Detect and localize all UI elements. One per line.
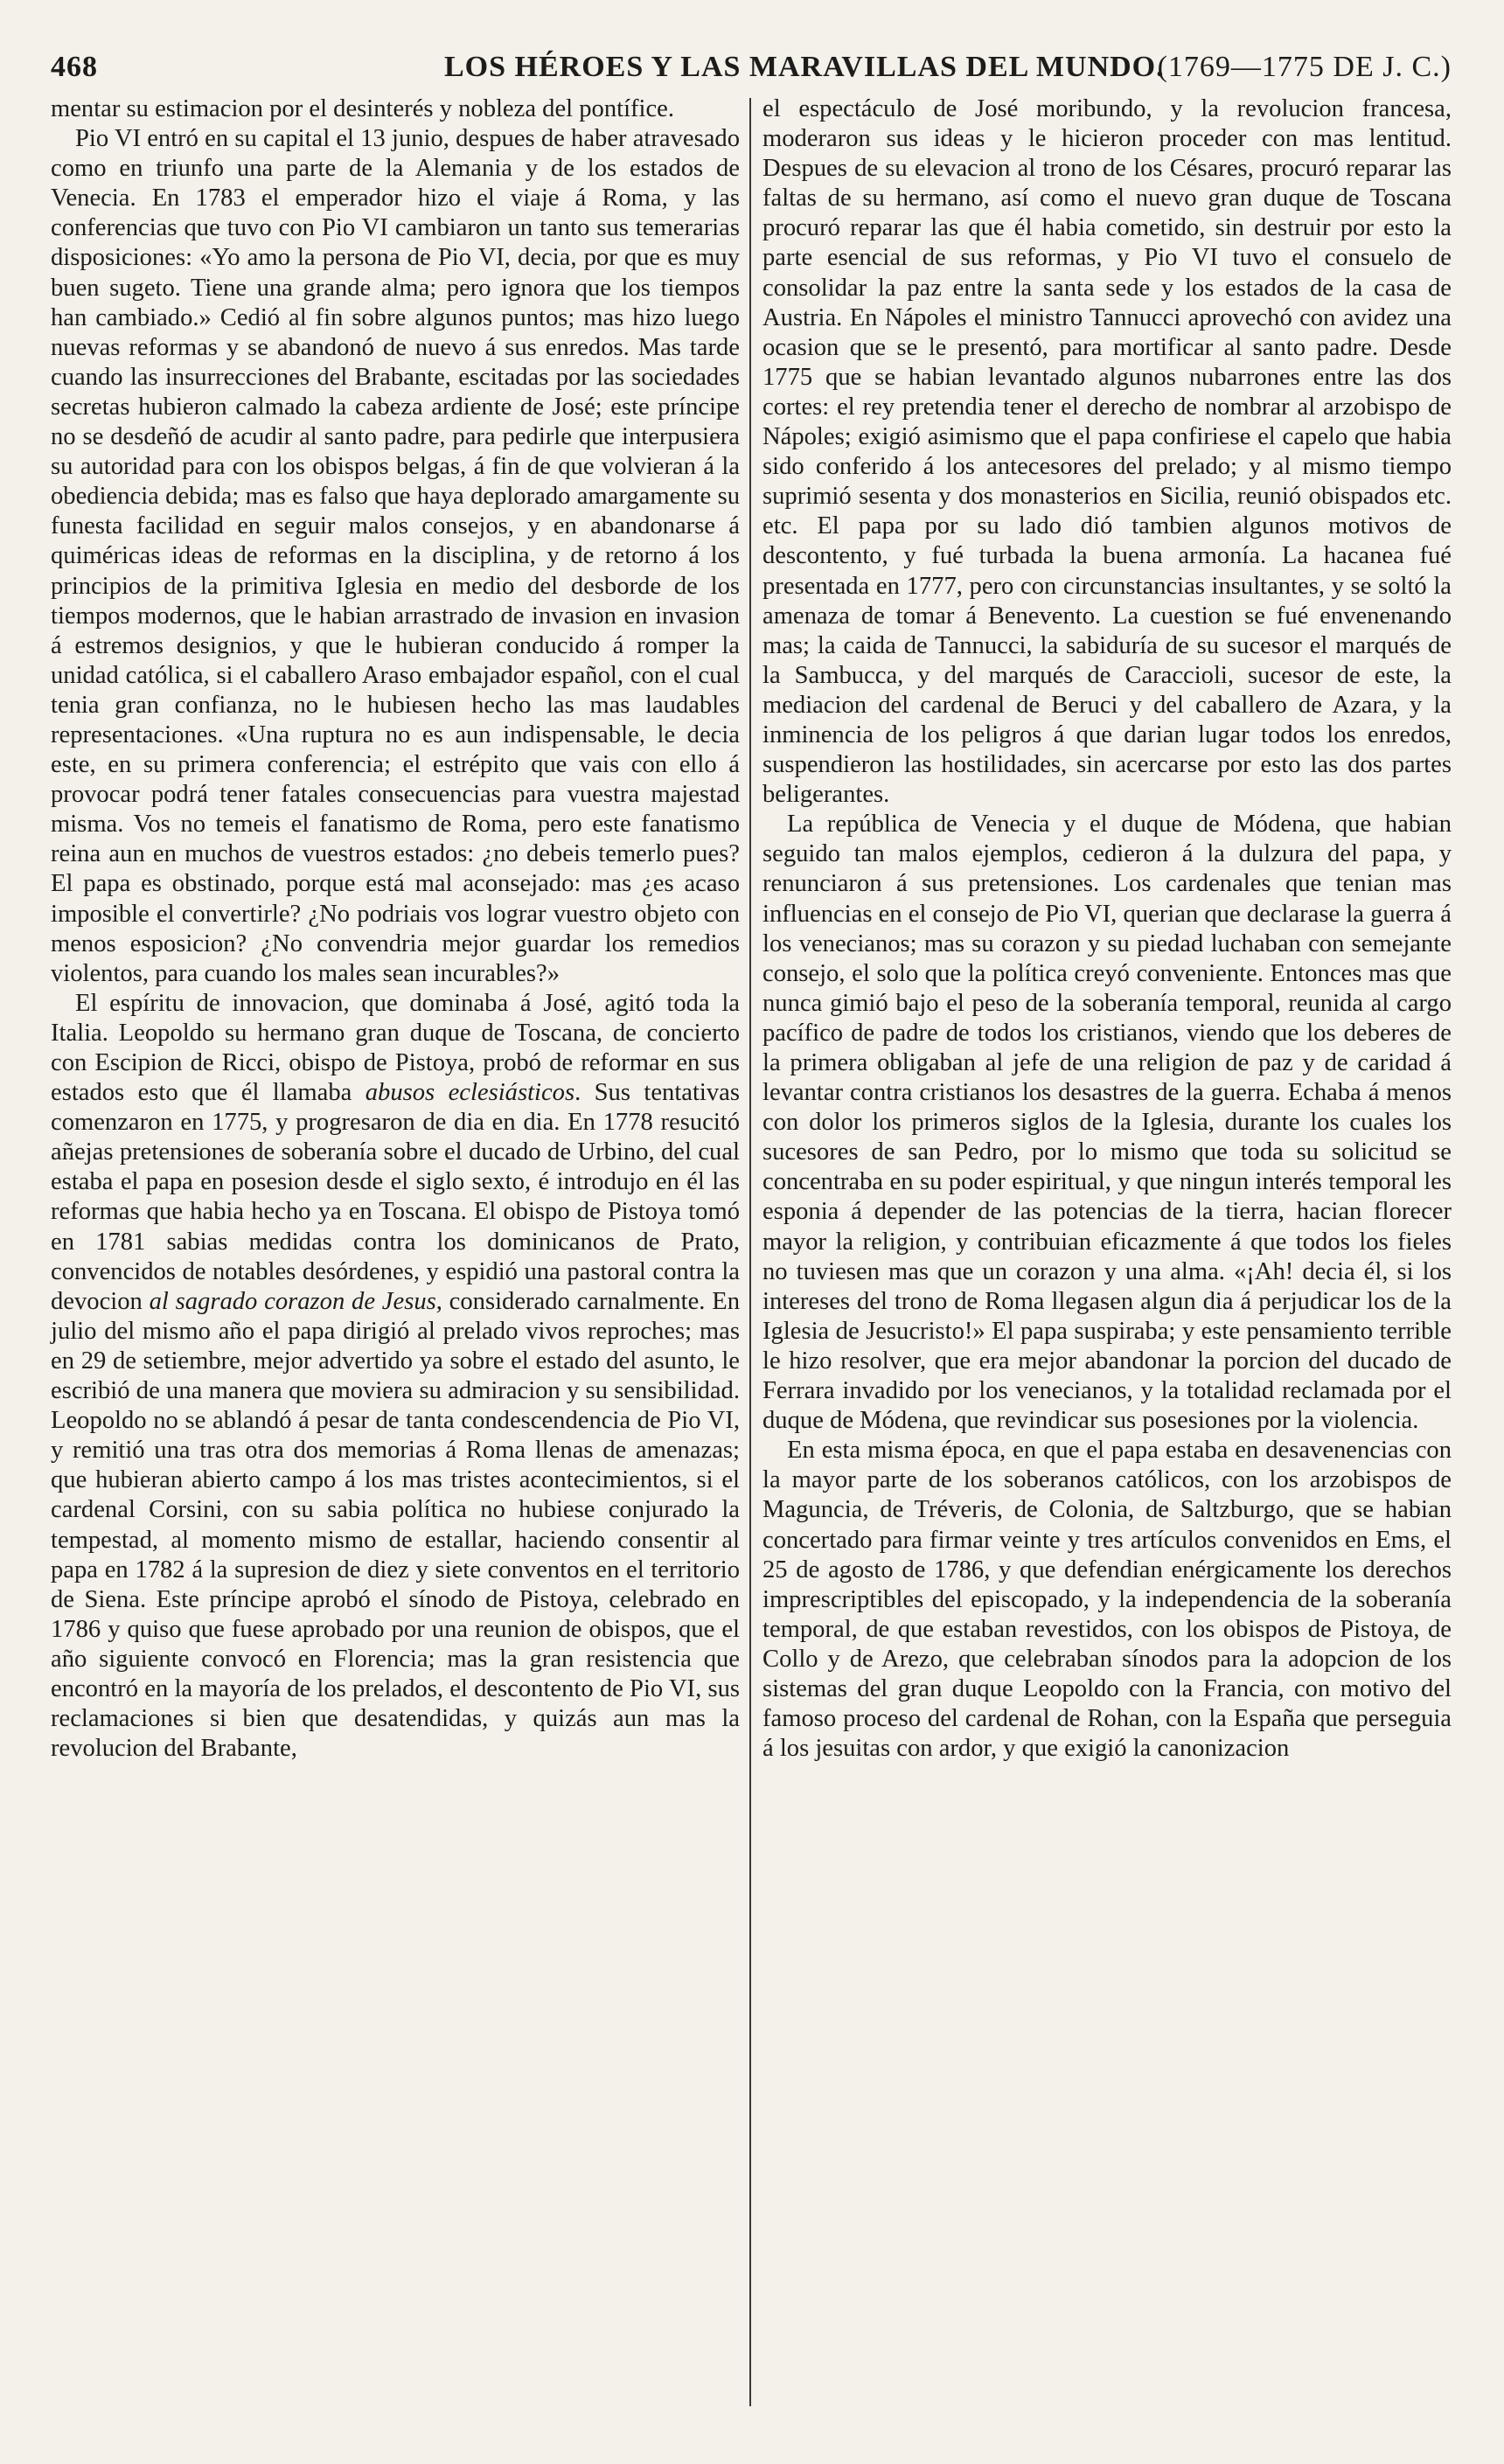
right-column <box>762 94 1452 1764</box>
paragraph <box>51 989 740 1764</box>
text-run: El espíritu de innovacion, que dominaba á José, agitó toda la Italia. Leopoldo su hermano gran duque de Toscana, de concierto con Escipion de Ricci, obispo de Pistoya, probó de reformar en sus estados esto que él llamaba <box>51 989 740 1107</box>
date-range: (1769—1775 DE J. C.) <box>1157 51 1452 83</box>
paragraph: En esta misma época, en que el papa estaba en desavenencias con la mayor parte de los soberanos católicos, con los arzobispos de Maguncia, de Tréveris, de Colonia, de Saltzburgo, que se habian concertado para firmar veinte y tres artículos convenidos en Ems, el 25 de agosto de 1786, y que defendian enérgicamente los derechos imprescriptibles del episcopado, y la independencia de la soberanía temporal, de que estaban revestidos, con los obispos de Pistoya, de Collo y de Arezo, que celebraban sínodos para la adopcion de los sistemas del gran duque Leopoldo con la Francia, con motivo del famoso proceso del cardenal de Rohan, con la España que perseguia á los jesuitas con ardor, y que exigió la canonizacion <box>762 1437 1452 1763</box>
text-run: , considerado carnalmente. En julio del mismo año el papa dirigió al prelado vivos reproches; mas en 29 de setiembre, mejor advertido ya sobre el estado del asunto, le escribió de una manera que moviera su admiracion y su sensibilidad. Leopoldo no se ablandó á pesar de tanta condescendencia de Pio VI, y remitió una tras otra dos memorias á Roma llenas de amenazas; que hubieran abierto campo á los mas tristes acontecimientos, si el cardenal Corsini, con su sabia política no hubiese conjurado la tempestad, al momento mismo de estallar, haciendo consentir al papa en 1782 á la supresion de diez y siete conventos en el territorio de Siena. Este príncipe aprobó el sínodo de Pistoya, celebrado en 1786 y quiso que fuese aprobado por una reunion de obispos, que el año siguiente convocó en Florencia; mas la gran resistencia que encontró en la mayoría de los prelados, el descontento de Pio VI, sus reclamaciones si bien que desatendidas, y quizás aun mas la revolucion del Brabante, <box>51 1287 740 1763</box>
italic-phrase: al sagrado corazon de Jesus <box>149 1287 436 1315</box>
paragraph: el espectáculo de José moribundo, y la revolucion francesa, moderaron sus ideas y le hicieron proceder con mas lentitud. Despues de su elevacion al trono de los Césares, procuró reparar las faltas de su hermano, así como el nuevo gran duque de Toscana procuró reparar las que él habia cometido, sin destruir por esto la parte esencial de sus reformas, y Pio VI tuvo el consuelo de consolidar la paz entre la santa sede y los estados de la casa de Austria. En Nápoles el ministro Tannucci aprovechó con avidez una ocasion que se le presentó, para mortificar al santo padre. Desde 1775 que se habian levantado algunos nubarrones entre las dos cortes: el rey pretendia tener el derecho de nombrar al arzobispo de Nápoles; exigió asimismo que el papa confiriese el capelo que habia sido conferido á los antecesores del prelado; y al mismo tiempo suprimió sesenta y dos monasterios en Sicilia, reunió obispados etc. etc. El papa por su lado dió tambien algunos motivos de descontento, y fué turbada la buena armonía. La hacanea fué presentada en 1777, pero con circunstancias insultantes, y se soltó la amenaza de tomar á Benevento. La cuestion se fué envenenando mas; la caida de Tannucci, la sabiduría de su sucesor el marqués de la Sambucca, y del marqués de Caraccioli, sucesor de este, la mediacion del cardenal de Beruci y del caballero de Azara, y la inminencia de los peligros á que darian lugar todos los enredos, suspendieron las hostilidades, sin acercarse por esto las dos partes beligerantes. <box>762 95 1452 809</box>
paragraph: mentar su estimacion por el desinterés y nobleza del pontífice. <box>51 95 675 122</box>
text-run: . Sus tentativas comenzaron en 1775, y progresaron de dia en dia. En 1778 resucitó añejas pretensiones de soberanía sobre el ducado de Urbino, del cual estaba el papa en posesion desde el siglo sexto, é introdujo en él las reformas que habia hecho ya en Toscana. El obispo de Pistoya tomó en 1781 sabias medidas contra los dominicanos de Prato, convencidos de notables desórdenes, y espidió una pastoral contra la devocion <box>51 1079 740 1315</box>
column-divider <box>749 98 751 2406</box>
paragraph: Pio VI entró en su capital el 13 junio, despues de haber atravesado como en triunfo una parte de la Alemania y de los estados de Venecia. En 1783 el emperador hizo el viaje á Roma, y las conferencias que tuvo con Pio VI cambiaron un tanto sus temerarias disposiciones: «Yo amo la persona de Pio VI, decia, por que es muy buen sugeto. Tiene una grande alma; pero ignora que los tiempos han cambiado.» Cedió al fin sobre algunos puntos; mas hizo luego nuevas reformas y se abandonó de nuevo á sus enredos. Mas tarde cuando las insurrecciones del Brabante, escitadas por las sociedades secretas hubieron calmado la cabeza ardiente de José; este príncipe no se desdeñó de acudir al santo padre, para pedirle que interpusiera su autoridad para con los obispos belgas, á fin de que volvieran á la obediencia debida; mas es falso que haya deplorado amargamente su funesta facilidad en seguir malos consejos, y en abandonarse á quiméricas ideas de reformas en la disciplina, y de retorno á los principios de la primitiva Iglesia en medio del desborde de los tiempos modernos, que le habian arrastrado de invasion en invasion á estremos designios, y que le hubieran conducido á romper la unidad católica, si el caballero Araso embajador español, con el cual tenia gran confianza, no le hubiesen hecho las mas laudables representaciones. «Una ruptura no es aun indispensable, le decia este, en su primera conferencia; el estrépito que vais con ello á provocar podrá tener fatales consecuencias para vuestra majestad misma. Vos no temeis el fanatismo de Roma, pero este fanatismo reina aun en muchos de vuestros estados: ¿no debeis temerlo pues? El papa es obstinado, porque está mal aconsejado: mas ¿es acaso imposible el convertirle? ¿No podriais vos lograr vuestro objeto con menos esposicion? ¿No convendria mejor guardar los remedios violentos, para cuando los males sean incurables?» <box>51 125 740 987</box>
paragraph: La república de Venecia y el duque de Módena, que habian seguido tan malos ejemplos, cedieron á la dulzura del papa, y renunciaron á sus pretensiones. Los cardenales que tenian mas influencias en el consejo de Pio VI, querian que declarase la guerra á los venecianos; mas su corazon y su piedad luchaban con semejante consejo, el solo que la política creyó conveniente. Entonces mas que nunca gimió bajo el peso de la soberanía temporal, reunida al cargo pacífico de padre de todos los cristianos, viendo que los deberes de la primera obligaban al jefe de una religion de paz y de caridad á levantar contra cristianos los desastres de la guerra. Echaba á menos con dolor los primeros siglos de la Iglesia, durante los cuales los sucesores de san Pedro, por lo mismo que toda su solicitud se concentraba en su poder espiritual, y que ningun interés temporal les esponia á depender de las potencias de la tierra, hacian florecer mayor la religion, y contribuian eficazmente á que todos los fieles no tuviesen mas que un corazon y una alma. «¡Ah! decia él, si los intereses del trono de Roma llegasen algun dia á perjudicar los de la Iglesia de Jesucristo!» El papa suspiraba; y este pensamiento terrible le hizo resolver, que era mejor abandonar la porcion del ducado de Ferrara invadido por los venecianos, y la totalidad reclamada por el duque de Módena, que revindicar sus posesiones por la violencia. <box>762 811 1452 1435</box>
running-head <box>51 51 1452 89</box>
page-number: 468 <box>51 51 98 83</box>
italic-phrase: abusos eclesiásticos <box>365 1079 575 1107</box>
book-title: LOS HÉROES Y LAS MARAVILLAS DEL MUNDO. <box>444 51 1165 83</box>
left-column <box>51 94 740 1764</box>
